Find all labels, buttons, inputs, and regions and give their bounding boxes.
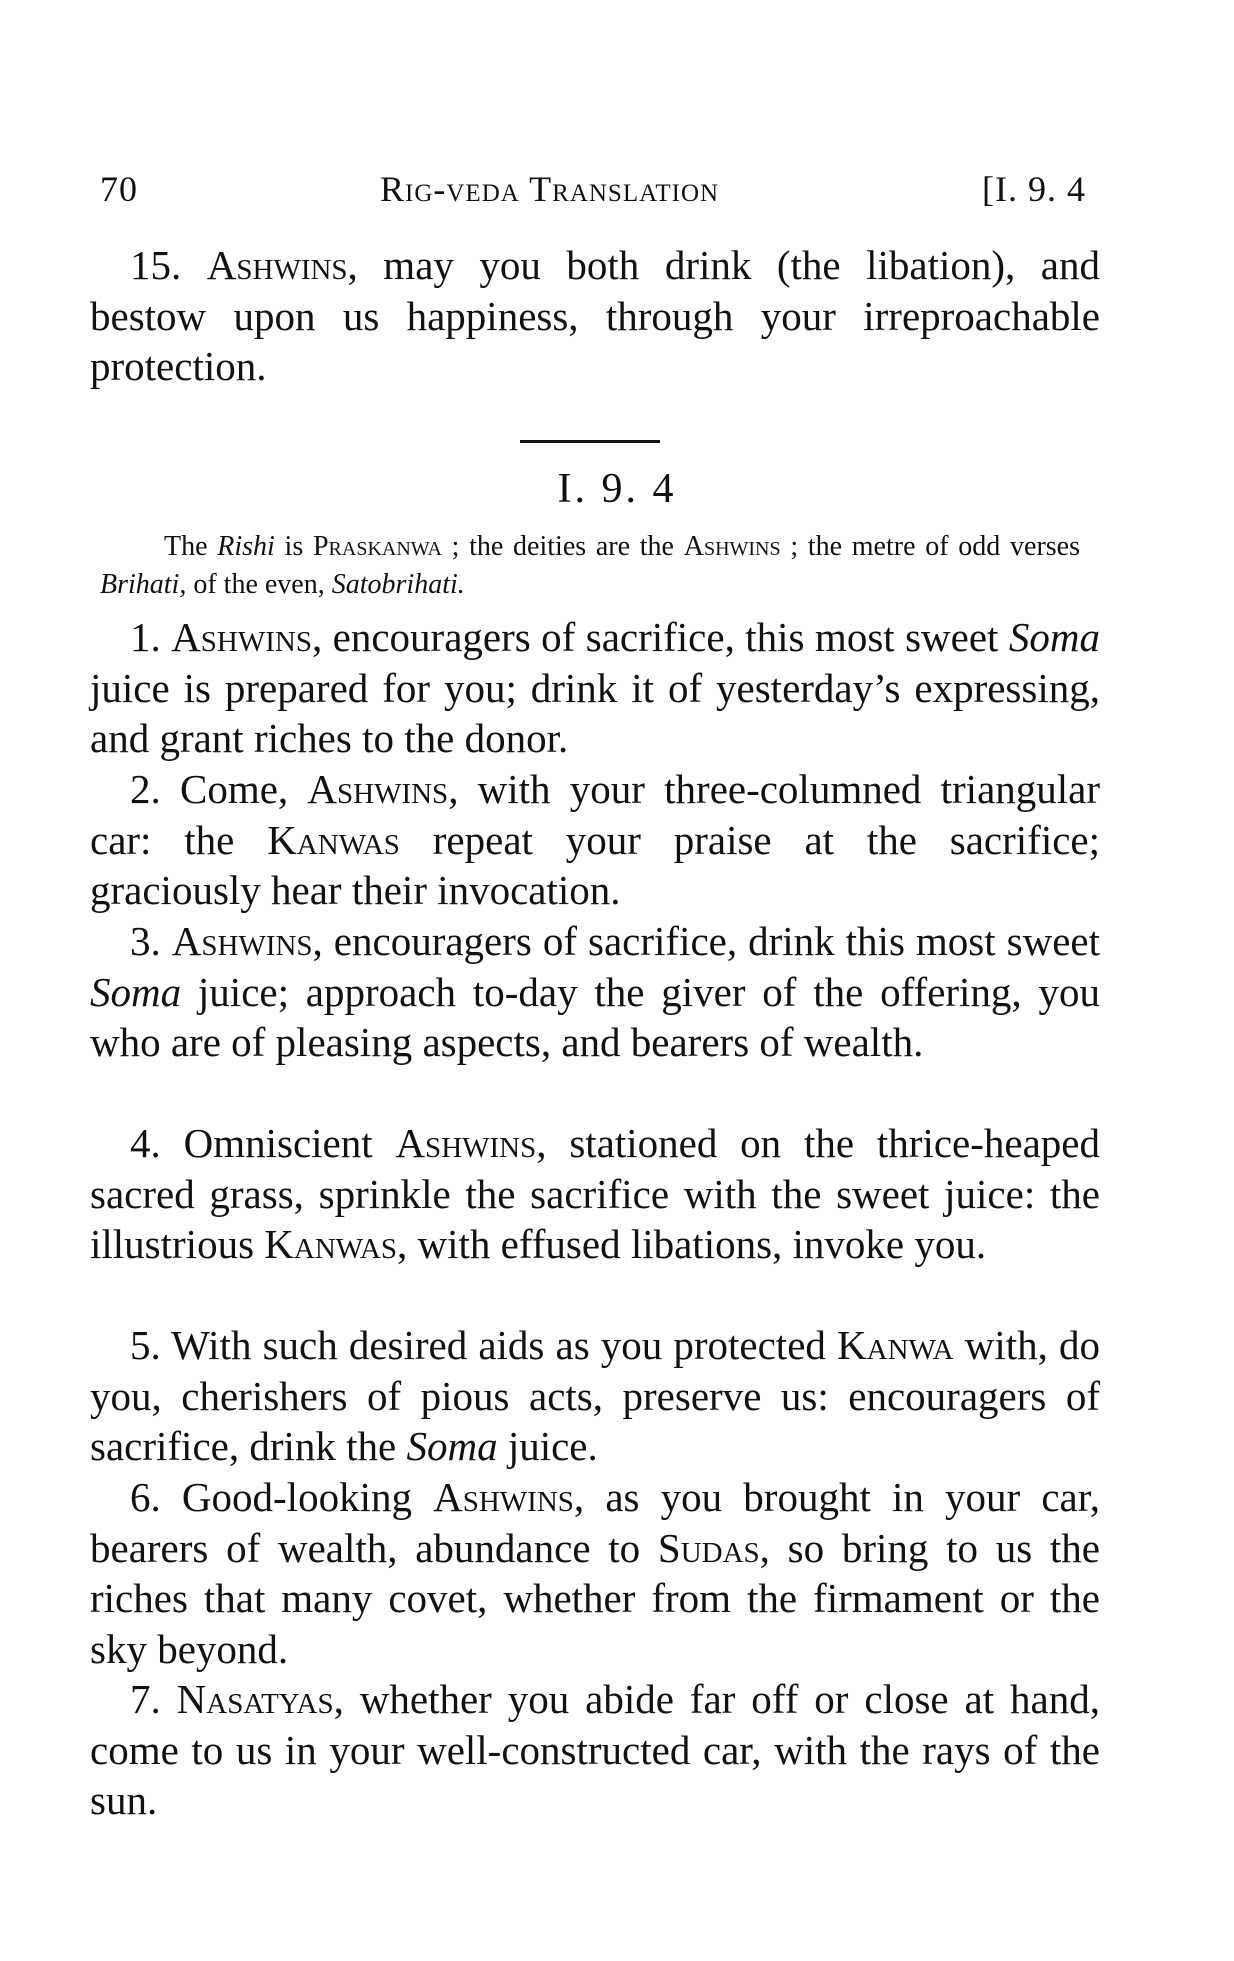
nasatyas-name: Nasatyas	[176, 1676, 334, 1722]
running-title: Rig-veda Translation	[380, 169, 720, 209]
verse-number: 5.	[130, 1322, 161, 1368]
verse-7: 7. Nasatyas, whether you abide far off or close at hand, come to us in your well-constructed car, with the rays of the sun.	[90, 1676, 1100, 1823]
verse-1: 1. Ashwins, encouragers of sacrifice, this most sweet Soma juice is prepared for you; drink it of yesterday’s expressing, and grant riches to the donor.	[90, 614, 1100, 761]
verse-text: , may you both drink (the libation), and bestow upon us happiness, through your irreproachable protection.	[90, 242, 1100, 389]
deity-name: Ashwins	[433, 1474, 574, 1520]
section-reference: [I. 9. 4	[982, 169, 1086, 209]
verse-number: 7.	[130, 1676, 161, 1722]
kanwas-name: Kanwas	[267, 816, 400, 863]
hymn-metadata: The Rishi is Praskanwa ; the deities are the Ashwins ; the metre of odd verses Brihati, of the even, Satobrihati.	[100, 531, 1080, 600]
previous-verse-15	[90, 240, 1100, 392]
soma-word: Soma	[1008, 614, 1100, 660]
sudas-name: Sudas	[657, 1524, 760, 1571]
section-divider	[520, 440, 660, 443]
verse-2: 2. Come, Ashwins, with your three-columned triangular car: the Kanwas repeat your praise at the sacrifice; graciously hear their invocation.	[90, 766, 1101, 913]
verse-4: 4. Omniscient Ashwins, stationed on the thrice-heaped sacred grass, sprinkle the sacrifice with the sweet juice: the illustrious Kanwas, with effused libations, invoke you.	[90, 1120, 1100, 1267]
verse-number: 2.	[130, 766, 161, 812]
rishi-name: Praskanwa	[312, 531, 442, 562]
verse-6: 6. Good-looking Ashwins, as you brought in your car, bearers of wealth, abundance to Sudas, so bring to us the riches that many covet, whether from the firmament or the sky beyond.	[90, 1474, 1101, 1672]
deity-name: Ashwins	[307, 766, 449, 812]
kanwa-name: Kanwa	[837, 1322, 954, 1368]
deity-name: Ashwins	[171, 614, 312, 660]
verse-number: 1.	[130, 614, 161, 660]
verse-number: 6.	[130, 1474, 161, 1520]
odd-metre: Brihati,	[100, 569, 187, 600]
deities-name: Ashwins	[683, 531, 781, 562]
verse-number: 3.	[130, 918, 161, 964]
section-title: I. 9. 4	[557, 466, 677, 512]
soma-word: Soma	[90, 968, 182, 1015]
running-header	[0, 168, 1234, 218]
deity-name: Ashwins	[206, 242, 348, 288]
verse-number: 15.	[130, 242, 182, 288]
deity-name: Ashwins	[395, 1120, 537, 1166]
soma-word: Soma	[406, 1423, 498, 1469]
page-number: 70	[100, 169, 138, 209]
verse-3: 3. Ashwins, encouragers of sacrifice, drink this most sweet Soma juice; approach to-day the giver of the offering, you who are of pleasing aspects, and bearers of wealth.	[90, 918, 1101, 1065]
even-metre: Satobrihati.	[331, 569, 465, 600]
rishi-label: Rishi	[217, 531, 275, 562]
verse-number: 4.	[130, 1120, 161, 1166]
kanwas-name: Kanwas	[264, 1221, 398, 1267]
deity-name: Ashwins	[171, 918, 313, 964]
verse-5: 5. With such desired aids as you protected Kanwa with, do you, cherishers of pious acts, preserve us: encouragers of sacrifice, drink the Soma juice.	[90, 1322, 1100, 1469]
